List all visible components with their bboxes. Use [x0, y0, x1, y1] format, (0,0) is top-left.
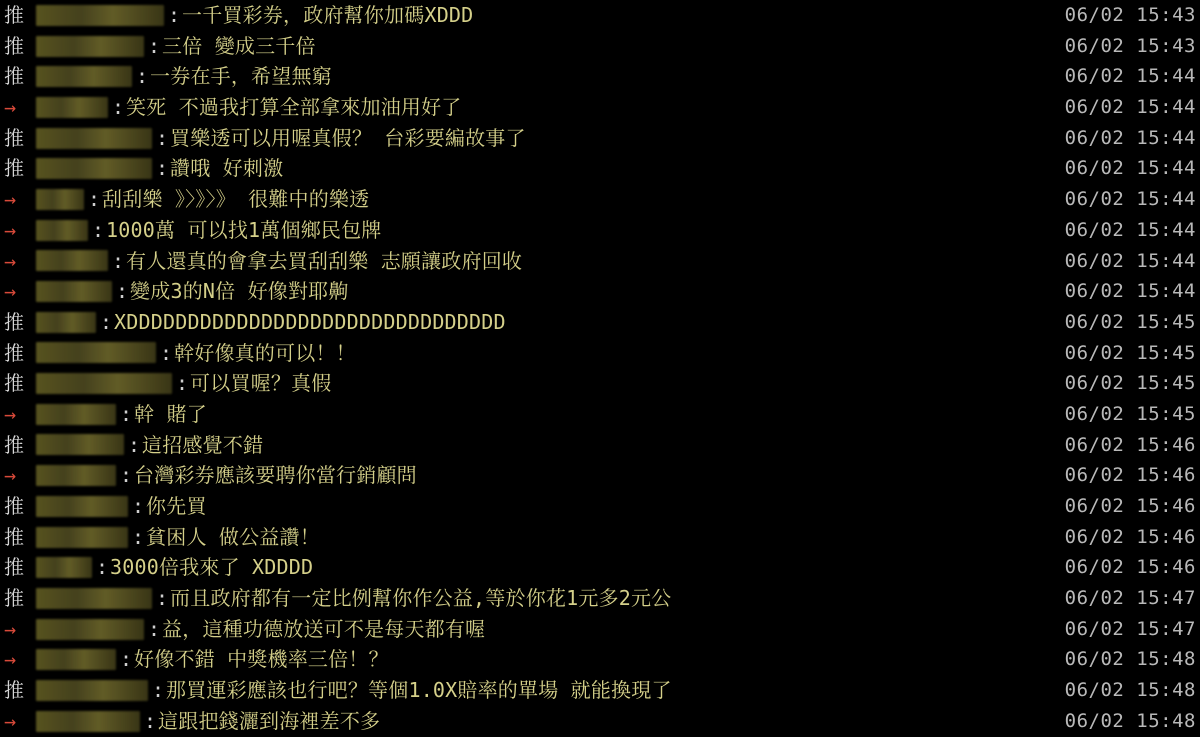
separator-colon: :	[96, 555, 109, 580]
comment-timestamp: 06/02 15:46	[1064, 495, 1196, 517]
push-tag: 推	[4, 125, 24, 150]
comment-timestamp: 06/02 15:43	[1064, 34, 1196, 57]
comment-timestamp: 06/02 15:44	[1064, 188, 1196, 211]
comment-text: 一券在手，希望無窮	[150, 64, 332, 89]
comment-timestamp: 06/02 15:44	[1064, 249, 1196, 272]
comment-text: 買樂透可以用喔真假？ 台彩要編故事了	[170, 125, 526, 150]
comment-text: 3000倍我來了 XDDDD	[110, 555, 314, 580]
author-redacted	[36, 619, 144, 640]
comment-text: 這招感覺不錯	[142, 432, 264, 457]
author-redacted	[36, 588, 152, 609]
comment-text: 刮刮樂 》〉》〉》 很難中的樂透	[102, 187, 370, 212]
comment-text: 幹 賭了	[134, 401, 207, 426]
separator-colon: :	[148, 33, 161, 58]
separator-colon: :	[176, 371, 189, 396]
comment-timestamp: 06/02 15:44	[1064, 65, 1196, 88]
separator-colon: :	[152, 678, 165, 703]
author-redacted	[36, 711, 140, 732]
comment-row[interactable]	[0, 92, 1200, 123]
author-redacted	[36, 220, 88, 241]
author-redacted	[36, 465, 116, 486]
comment-text: 台灣彩券應該要聘你當行銷顧問	[134, 463, 417, 488]
push-tag: 推	[4, 64, 24, 89]
author-redacted	[36, 312, 96, 333]
separator-colon: :	[120, 647, 133, 672]
author-redacted	[36, 496, 128, 517]
comment-text: 笑死 不過我打算全部拿來加油用好了	[126, 95, 462, 120]
separator-colon: :	[136, 64, 149, 89]
comment-row[interactable]	[0, 399, 1200, 430]
comment-timestamp: 06/02 15:43	[1064, 4, 1196, 26]
comment-row[interactable]	[0, 614, 1200, 645]
comment-timestamp: 06/02 15:44	[1064, 157, 1196, 180]
comment-row[interactable]	[0, 153, 1200, 184]
arrow-tag: →	[4, 616, 17, 641]
comment-row[interactable]	[0, 430, 1200, 461]
author-redacted	[36, 128, 152, 149]
separator-colon: :	[148, 616, 161, 641]
author-redacted	[36, 281, 112, 302]
author-redacted	[36, 36, 144, 57]
arrow-tag: →	[4, 708, 17, 733]
comment-text: 變成3的N倍 好像對耶齁	[130, 279, 349, 304]
comment-row[interactable]	[0, 215, 1200, 246]
arrow-tag: →	[4, 401, 17, 426]
author-redacted	[36, 404, 116, 425]
separator-colon: :	[112, 248, 125, 273]
comment-text: 三倍 變成三千倍	[162, 33, 316, 58]
separator-colon: :	[144, 708, 157, 733]
comment-text: 那買運彩應該也行吧？等個1.0X賠率的單場 就能換現了	[166, 678, 672, 703]
separator-colon: :	[112, 95, 125, 120]
comment-text: 讚哦 好刺激	[170, 156, 284, 181]
comment-timestamp: 06/02 15:45	[1064, 372, 1196, 395]
comment-text: 幹好像真的可以！！	[174, 340, 356, 365]
comment-timestamp: 06/02 15:48	[1064, 709, 1196, 732]
comment-text: 而且政府都有一定比例幫你作公益,等於你花1元多2元公	[170, 586, 672, 611]
separator-colon: :	[132, 524, 145, 549]
separator-colon: :	[156, 156, 169, 181]
comment-row[interactable]	[0, 583, 1200, 614]
comment-timestamp: 06/02 15:45	[1064, 310, 1196, 333]
push-tag: 推	[4, 524, 24, 549]
comment-text: 有人還真的會拿去買刮刮樂 志願讓政府回收	[126, 248, 523, 273]
separator-colon: :	[160, 340, 173, 365]
comment-timestamp: 06/02 15:44	[1064, 218, 1196, 241]
push-tag: 推	[4, 678, 24, 703]
author-redacted	[36, 649, 116, 670]
comment-text: 一千買彩券，政府幫你加碼XDDD	[182, 3, 474, 27]
comment-text: 1000萬 可以找1萬個鄉民包牌	[106, 217, 382, 242]
author-redacted	[36, 250, 108, 271]
comment-timestamp: 06/02 15:47	[1064, 587, 1196, 610]
comment-row[interactable]	[0, 123, 1200, 154]
comment-timestamp: 06/02 15:45	[1064, 341, 1196, 364]
comment-row[interactable]	[0, 246, 1200, 277]
author-redacted	[36, 342, 156, 363]
push-tag: 推	[4, 33, 24, 58]
arrow-tag: →	[4, 95, 17, 120]
comment-timestamp: 06/02 15:46	[1064, 525, 1196, 548]
comment-row[interactable]	[0, 491, 1200, 522]
push-tag: 推	[4, 340, 24, 365]
author-redacted	[36, 527, 128, 548]
separator-colon: :	[156, 125, 169, 150]
push-tag: 推	[4, 494, 24, 518]
arrow-tag: →	[4, 248, 17, 273]
comment-row[interactable]	[0, 0, 1200, 31]
author-redacted	[36, 434, 124, 455]
comment-row[interactable]	[0, 61, 1200, 92]
comment-timestamp: 06/02 15:47	[1064, 617, 1196, 640]
author-redacted	[36, 158, 152, 179]
comment-timestamp: 06/02 15:46	[1064, 464, 1196, 487]
comment-timestamp: 06/02 15:48	[1064, 648, 1196, 671]
separator-colon: :	[132, 494, 145, 518]
push-tag: 推	[4, 156, 24, 181]
push-tag: 推	[4, 586, 24, 611]
push-tag: 推	[4, 3, 24, 27]
arrow-tag: →	[4, 463, 17, 488]
comment-text: 貧困人 做公益讚！	[146, 524, 320, 549]
comment-row[interactable]	[0, 307, 1200, 338]
separator-colon: :	[168, 3, 181, 27]
comment-row[interactable]	[0, 460, 1200, 491]
comment-row[interactable]	[0, 276, 1200, 307]
arrow-tag: →	[4, 279, 17, 304]
comment-text: 益，這種功德放送可不是每天都有喔	[162, 616, 486, 641]
comment-text: 你先買	[146, 494, 207, 518]
comment-timestamp: 06/02 15:44	[1064, 96, 1196, 119]
comment-row[interactable]	[0, 706, 1200, 737]
comment-text: XDDDDDDDDDDDDDDDDDDDDDDDDDDDDDDD	[114, 309, 506, 334]
push-tag: 推	[4, 371, 24, 396]
author-redacted	[36, 66, 132, 87]
comment-text: 好像不錯 中獎機率三倍！？	[134, 647, 389, 672]
comment-row[interactable]	[0, 644, 1200, 675]
arrow-tag: →	[4, 217, 17, 242]
separator-colon: :	[116, 279, 129, 304]
comment-row[interactable]	[0, 368, 1200, 399]
comment-timestamp: 06/02 15:44	[1064, 126, 1196, 149]
comment-timestamp: 06/02 15:46	[1064, 556, 1196, 579]
author-redacted	[36, 373, 172, 394]
comment-row[interactable]	[0, 184, 1200, 215]
comment-text: 可以買喔？真假	[190, 371, 332, 396]
separator-colon: :	[120, 401, 133, 426]
comment-timestamp: 06/02 15:45	[1064, 402, 1196, 425]
comment-timestamp: 06/02 15:48	[1064, 679, 1196, 702]
author-redacted	[36, 189, 84, 210]
comment-timestamp: 06/02 15:44	[1064, 280, 1196, 303]
comment-row[interactable]	[0, 338, 1200, 369]
author-redacted	[36, 680, 148, 701]
separator-colon: :	[100, 309, 113, 334]
push-tag: 推	[4, 555, 24, 580]
separator-colon: :	[156, 586, 169, 611]
separator-colon: :	[88, 187, 101, 212]
comment-text: 這跟把錢灑到海裡差不多	[158, 708, 381, 733]
comment-row[interactable]	[0, 31, 1200, 62]
arrow-tag: →	[4, 187, 17, 212]
author-redacted	[36, 5, 164, 26]
separator-colon: :	[120, 463, 133, 488]
author-redacted	[36, 557, 92, 578]
comment-row[interactable]	[0, 552, 1200, 583]
comment-row[interactable]	[0, 675, 1200, 706]
push-tag: 推	[4, 309, 24, 334]
separator-colon: :	[92, 217, 105, 242]
comment-timestamp: 06/02 15:46	[1064, 433, 1196, 456]
separator-colon: :	[128, 432, 141, 457]
comment-row[interactable]	[0, 522, 1200, 553]
arrow-tag: →	[4, 647, 17, 672]
push-tag: 推	[4, 432, 24, 457]
author-redacted	[36, 97, 108, 118]
